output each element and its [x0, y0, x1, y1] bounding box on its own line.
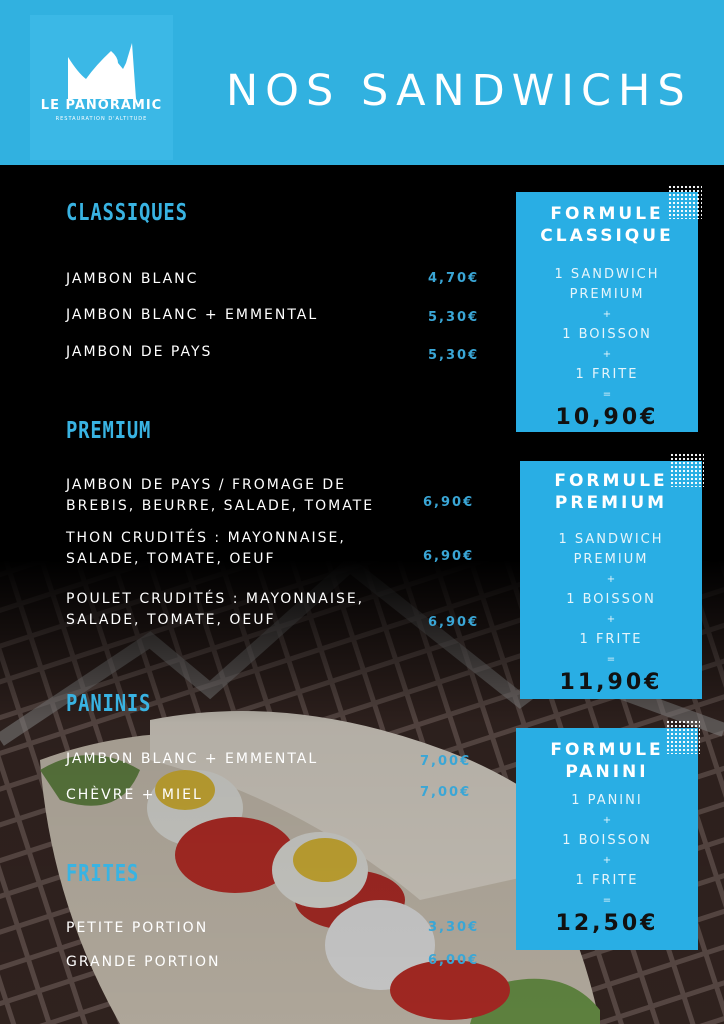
menu-item-price: 6,90€: [428, 615, 480, 630]
menu-item-line: THON CRUDITÉS : MAYONNAISE,: [66, 530, 346, 546]
menu-item-price: 6,90€: [423, 549, 475, 564]
card-line: 1 FRITE: [575, 367, 639, 382]
card-line: 1 BOISSON: [562, 327, 652, 342]
plus-sign: +: [606, 614, 616, 625]
card-line: PREMIUM: [569, 287, 645, 302]
menu-item-price: 4,70€: [428, 271, 480, 286]
mountain-logo-icon: [66, 43, 138, 99]
plus-sign: +: [602, 349, 612, 360]
card-title: CLASSIQUE: [540, 226, 674, 246]
dot-pattern-icon: [668, 185, 702, 219]
card-line: PREMIUM: [573, 552, 649, 567]
card-line: 1 SANDWICH: [558, 532, 664, 547]
formule-premium-card: [520, 461, 702, 699]
plus-sign: +: [602, 855, 612, 866]
card-title: FORMULE: [550, 204, 664, 224]
menu-item-line: JAMBON DE PAYS / FROMAGE DE: [66, 477, 346, 493]
menu-item: [66, 589, 364, 631]
menu-item: [66, 475, 374, 517]
menu-item-price: 3,30€: [428, 920, 480, 935]
brand-tagline: RESTAURATION D'ALTITUDE: [55, 116, 148, 122]
menu-item-line: SALADE, TOMATE, OEUF: [66, 612, 276, 628]
card-title: PANINI: [565, 762, 649, 782]
equals-sign: =: [602, 895, 612, 906]
card-title: FORMULE: [550, 740, 664, 760]
menu-item-price: 7,00€: [420, 754, 472, 769]
dot-pattern-icon: [670, 453, 704, 487]
menu-item: PETITE PORTION: [66, 920, 209, 936]
section-title-paninis: PANINIS: [66, 691, 152, 717]
card-price: 12,50€: [555, 911, 659, 936]
section-title-frites: FRITES: [66, 861, 140, 887]
menu-item: JAMBON BLANC: [66, 271, 199, 287]
logo: [30, 15, 173, 160]
section-title-classiques: CLASSIQUES: [66, 200, 188, 226]
card-line: 1 BOISSON: [566, 592, 656, 607]
equals-sign: =: [602, 389, 612, 400]
menu-item-price: 5,30€: [428, 348, 480, 363]
card-title: PREMIUM: [554, 493, 668, 513]
menu-item-line: BREBIS, BEURRE, SALADE, TOMATE: [66, 498, 375, 514]
card-line: 1 FRITE: [579, 632, 643, 647]
plus-sign: +: [606, 574, 616, 585]
menu-item: JAMBON BLANC + EMMENTAL: [66, 751, 319, 767]
card-line: 1 SANDWICH: [554, 267, 660, 282]
menu-item-price: 5,30€: [428, 310, 480, 325]
menu-item: JAMBON BLANC + EMMENTAL: [66, 307, 319, 323]
header-banner: [0, 0, 724, 165]
formule-panini-card: [516, 728, 698, 950]
menu-item: CHÈVRE + MIEL: [66, 787, 203, 803]
brand-name: LE PANORAMIC: [40, 98, 163, 113]
menu-item: JAMBON DE PAYS: [66, 344, 213, 360]
menu-item-line: SALADE, TOMATE, OEUF: [66, 551, 276, 567]
menu-item: GRANDE PORTION: [66, 954, 221, 970]
card-line: 1 FRITE: [575, 873, 639, 888]
section-title-premium: PREMIUM: [66, 418, 152, 444]
plus-sign: +: [602, 309, 612, 320]
menu-item-price: 6,90€: [423, 495, 475, 510]
menu-item-price: 7,00€: [420, 785, 472, 800]
equals-sign: =: [606, 654, 616, 665]
menu-item-line: POULET CRUDITÉS : MAYONNAISE,: [66, 591, 365, 607]
formule-classique-card: [516, 192, 698, 432]
dot-pattern-icon: [666, 720, 700, 754]
plus-sign: +: [602, 815, 612, 826]
card-title: FORMULE: [554, 471, 668, 491]
menu-item-price: 6,00€: [428, 953, 480, 968]
card-price: 11,90€: [559, 670, 663, 695]
menu-item: [66, 528, 346, 570]
card-price: 10,90€: [555, 405, 659, 430]
page-title: NOS SANDWICHS: [226, 66, 692, 116]
card-line: 1 PANINI: [571, 793, 643, 808]
card-line: 1 BOISSON: [562, 833, 652, 848]
